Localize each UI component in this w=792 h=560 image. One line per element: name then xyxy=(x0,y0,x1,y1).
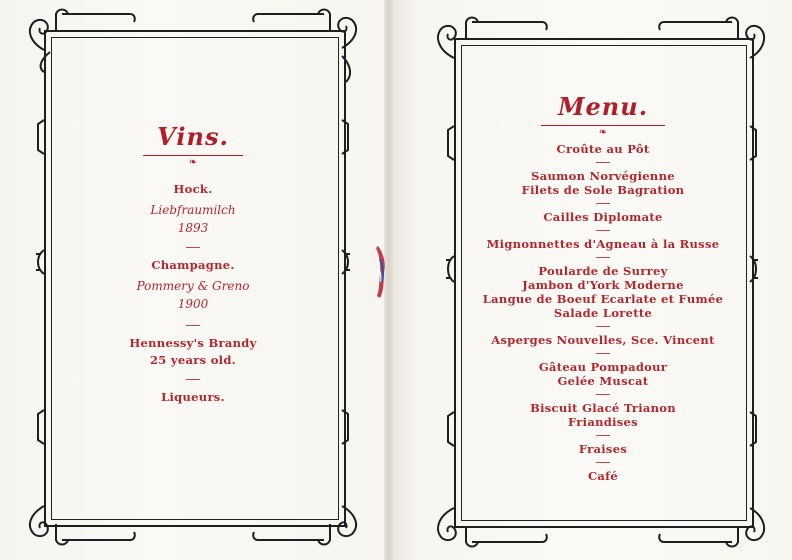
menu-dish: Café xyxy=(587,469,619,483)
menu-dish: Poularde de Surrey xyxy=(538,264,668,278)
fleuron-icon: ❧ xyxy=(188,157,198,168)
menu-dish: Croûte au Pôt xyxy=(556,142,650,156)
brandy-age: 25 years old. xyxy=(150,353,236,367)
menu-dish: Cailles Diplomate xyxy=(543,210,663,224)
menu-dish: Mignonnettes d'Agneau à la Russe xyxy=(486,237,720,251)
menu-dish: Friandises xyxy=(568,415,638,429)
menu-list xyxy=(476,92,730,483)
menu-dish: Gâteau Pompadour xyxy=(538,360,668,374)
menu-dish: Salade Lorette xyxy=(553,306,653,320)
menu-dish: Gelée Muscat xyxy=(557,374,649,388)
wine-list xyxy=(90,122,296,404)
champagne-name: Pommery & Greno xyxy=(136,279,250,293)
hock-label: Hock. xyxy=(173,182,213,196)
menu-dish: Biscuit Glacé Trianon xyxy=(530,401,676,415)
menu-dish: Jambon d'York Moderne xyxy=(522,278,684,292)
wine-heading: Vins. xyxy=(157,122,229,151)
champagne-label: Champagne. xyxy=(151,258,235,272)
menu-dish: Filets de Sole Bagration xyxy=(521,183,685,197)
menu-dish: Fraises xyxy=(578,442,628,456)
menu-heading: Menu. xyxy=(557,92,649,121)
menu-dish: Langue de Boeuf Ecarlate et Fumée xyxy=(482,292,724,306)
menu-heading-rule xyxy=(541,125,665,126)
brandy-label: Hennessy's Brandy xyxy=(129,336,257,350)
fleuron-icon: ❧ xyxy=(598,127,608,138)
hock-name: Liebfraumilch xyxy=(150,203,236,217)
liqueurs-label: Liqueurs. xyxy=(161,390,225,404)
menu-courses xyxy=(476,142,730,483)
menu-dish: Saumon Norvégienne xyxy=(531,169,675,183)
menu-dish: Asperges Nouvelles, Sce. Vincent xyxy=(491,333,715,347)
champagne-year: 1900 xyxy=(177,297,209,311)
wine-heading-rule xyxy=(143,155,243,156)
hock-year: 1893 xyxy=(177,221,209,235)
